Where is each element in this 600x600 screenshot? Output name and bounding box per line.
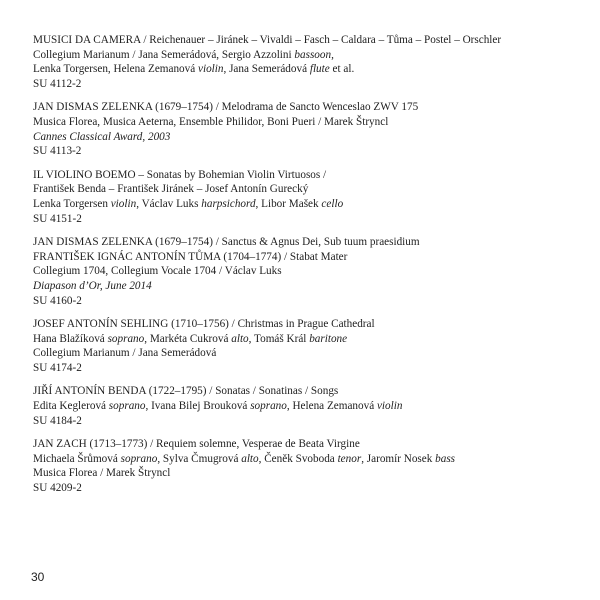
catalogue-list (33, 33, 593, 505)
entry-line (33, 115, 593, 130)
text: SU 4151-2 (33, 212, 82, 225)
text: SU 4174-2 (33, 361, 82, 374)
text: , Jaromír Nosek (361, 452, 436, 465)
text: , Ivana Bilej Brouková (145, 400, 251, 413)
entry-line (33, 399, 593, 414)
text: SU 4209-2 (33, 482, 82, 495)
text: et al. (329, 63, 355, 76)
entry-line (33, 48, 593, 63)
text: , Václav Luks (136, 197, 202, 210)
entry-line (33, 264, 593, 279)
entry-line (33, 332, 593, 347)
italic-text: soprano (250, 400, 287, 413)
italic-text: bassoon, (294, 48, 334, 61)
entry-line (33, 466, 593, 481)
entry-line (33, 250, 593, 265)
text: IL VIOLINO BOEMO – Sonatas by Bohemian Violin Virtuosos / (33, 168, 327, 181)
text: Lenka Torgersen (33, 197, 111, 210)
text: Collegium Marianum / Jana Semerádová, Sergio Azzolini (33, 48, 295, 61)
text: , Libor Mašek (255, 197, 322, 210)
italic-text: flute (309, 63, 330, 76)
text: JIŘÍ ANTONÍN BENDA (1722–1795) / Sonatas / Sonatinas / Songs (33, 385, 339, 398)
text: , Jana Semerádová (223, 63, 310, 76)
italic-text: Cannes Classical Award, 2003 (33, 130, 171, 143)
text: Edita Keglerová (33, 400, 109, 413)
entry-line (33, 197, 593, 212)
catalogue-number (33, 481, 593, 496)
page-number: 30 (31, 570, 45, 584)
italic-text: violin (198, 63, 224, 76)
entry-title (33, 317, 593, 332)
italic-text: violin (376, 400, 403, 413)
text: Lenka Torgersen, Helena Zemanová (33, 63, 198, 76)
catalogue-number (33, 212, 593, 227)
text: , Tomáš Král (248, 332, 310, 345)
catalogue-number (33, 361, 593, 376)
catalogue-entry (33, 168, 593, 226)
text: JAN ZACH (1713–1773) / Requiem solemne, Vesperae de Beata Virgine (33, 438, 360, 451)
italic-text: soprano (108, 400, 146, 413)
catalogue-entry (33, 437, 593, 495)
entry-line (33, 279, 593, 294)
catalogue-number (33, 414, 593, 429)
italic-text: soprano (120, 452, 158, 465)
italic-text: baritone (309, 332, 348, 345)
text: SU 4184-2 (33, 414, 82, 427)
text: , Čeněk Svoboda (258, 452, 338, 465)
catalogue-entry (33, 33, 593, 91)
entry-title (33, 437, 593, 452)
catalogue-number (33, 294, 593, 309)
catalogue-number (33, 77, 593, 92)
text: Musica Florea / Marek Štryncl (33, 467, 171, 480)
entry-title (33, 33, 593, 48)
text: FRANTIŠEK IGNÁC ANTONÍN TŮMA (1704–1774) / Stabat Mater (33, 250, 348, 263)
text: Michaela Šrůmová (33, 452, 121, 465)
italic-text: alto (241, 452, 259, 465)
entry-line (33, 62, 593, 77)
italic-text: Diapason d’Or, June 2014 (33, 279, 152, 292)
entry-line (33, 130, 593, 145)
text: JAN DISMAS ZELENKA (1679–1754) / Sanctus & Agnus Dei, Sub tuum praesidium (33, 236, 420, 249)
text: , Markéta Cukrová (144, 332, 232, 345)
entry-title (33, 168, 593, 183)
italic-text: soprano (107, 332, 145, 345)
text: Musica Florea, Musica Aeterna, Ensemble Philidor, Boni Pueri / Marek Štryncl (33, 115, 389, 128)
text: JAN DISMAS ZELENKA (1679–1754) / Melodrama de Sancto Wenceslao ZWV 175 (33, 101, 419, 114)
text: MUSICI DA CAMERA / Reichenauer – Jiránek – Vivaldi – Fasch – Caldara – Tůma – Postel – Orschler (33, 34, 502, 46)
text: Collegium Marianum / Jana Semerádová (33, 347, 217, 360)
entry-title (33, 384, 593, 399)
text: Collegium 1704, Collegium Vocale 1704 / Václav Luks (33, 265, 282, 278)
text: Hana Blažíková (33, 332, 108, 345)
italic-text: bass (435, 452, 456, 465)
text: SU 4160-2 (33, 294, 82, 307)
text: JOSEF ANTONÍN SEHLING (1710–1756) / Christmas in Prague Cathedral (33, 318, 375, 331)
text: SU 4112-2 (33, 77, 82, 90)
italic-text: violin (110, 197, 137, 210)
text: , Sylva Čmugrová (157, 452, 242, 465)
entry-title (33, 100, 593, 115)
italic-text: alto (231, 332, 249, 345)
catalogue-number (33, 144, 593, 159)
italic-text: tenor (337, 452, 362, 465)
text: , Helena Zemanová (286, 400, 377, 413)
italic-text: cello (321, 197, 344, 210)
entry-line (33, 452, 593, 467)
text: František Benda – František Jiránek – Josef Antonín Gurecký (33, 183, 309, 196)
catalogue-entry (33, 100, 593, 158)
entry-line (33, 182, 593, 197)
catalogue-entry (33, 317, 593, 375)
italic-text: harpsichord (201, 197, 256, 210)
entry-title (33, 235, 593, 250)
catalogue-entry (33, 235, 593, 308)
catalogue-entry (33, 384, 593, 428)
entry-line (33, 346, 593, 361)
text: SU 4113-2 (33, 145, 82, 158)
